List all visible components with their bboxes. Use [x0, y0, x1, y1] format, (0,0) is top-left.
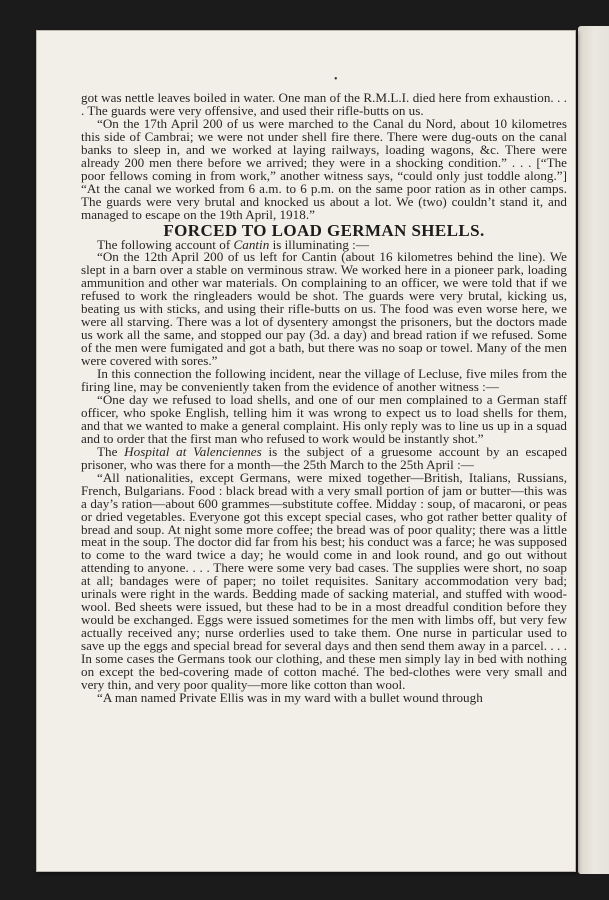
paragraph: “All nationalities, except Germans, were mixed together—British, Italians, Russians, French, Bulgarians. Food : black bread with a very small portion of jam or butter—this was a day’s ration—about 600 grammes—substitute coffee. Midday : soup, of macaroni, or peas or dried vegetables. Everyone got this except special cases, who got rather better quality of bread and soup. At night some more coffee; the bread was of poor quality; there was a little meat in the soup. The doctor did far from his best; his conduct was a farce; he was supposed to come to the ward twice a day; he would come in and look round, and go out without attending to anyone. . . . There were some very bad cases. The supplies were short, no soap at all; bandages were of paper; no toilet requisites. Sanitary accommodation very bad; urinals were right in the wards. Bedding made of sacking material, and stuffed with wood-wool. Bed sheets were issued, but these had to be in a most dreadful condition before they would be exchanged. Eggs were issued sometimes for the men with limbs off, but very few actually received any; nurse orderlies used to take them. One nurse in particular used to save up the eggs and special bread for several days and then send them away in a parcel. . . . In some cases the Germans took our clothing, and these men simply lay in bed with nothing on except the bed-covering made of cotton maché. The bed-clothes were very small and very thin, and very poor quality—more like cotton than wool. [81, 469, 567, 692]
paragraph: “On the 17th April 200 of us were marched to the Canal du Nord, about 10 kilometres this side of Cambrai; we were not under shell fire there. There were dug-outs on the canal banks to sleep in, and we worked at laying railways, loading wagons, &c. There were already 200 men there before we arrived; they were in a shocking condition.” . . . [“The poor fellows coming in from work,” another witness says, “could only just toddle along.”] “At the canal we worked from 6 a.m. to 6 p.m. on the same poor ration as in other camps. The guards were very brutal and knocked us about a lot. We (two) couldn’t stand it, and managed to escape on the 19th April, 1918.” [81, 115, 567, 222]
body-text [81, 92, 567, 705]
section-heading: FORCED TO LOAD GERMAN SHELLS. [163, 220, 485, 240]
paragraph: “One day we refused to load shells, and one of our men complained to a German staff officer, who spoke English, telling him it was wrong to expect us to load shells for them, and that we wanted to make a general complaint. His only reply was to line us up in a squad and to order that the first man who refused to work would be instantly shot.” [81, 391, 567, 446]
page-mark: • [334, 74, 338, 85]
adjacent-page-edge [578, 26, 609, 874]
text-run: The following account of [97, 236, 234, 252]
paragraph: got was nettle leaves boiled in water. One man of the R.M.L.I. died here from exhaustion. . . . The guards were very offensive, and used their rifle-butts on us. [81, 90, 567, 118]
text-run: The [97, 443, 125, 459]
paragraph: “On the 12th April 200 of us left for Cantin (about 16 kilometres behind the line). We slept in a barn over a stable on verminous straw. We worked here in a pioneer park, loading ammunition and other war materials. On complaining to an officer, we were told that if we refused to work the ringleaders would be shot. The guards were very brutal, kicking us, beating us with sticks, and using their rifle-butts on us. The food was even worse here, we were all starving. There was a lot of dysentery amongst the prisoners, but the doctors made us work all the same, and stopped our pay (3d. a day) and bread ration if we refused. Some of the men were fumigated and got a bath, but there was no soap or towel. Many of the men were covered with sores.” [81, 249, 567, 369]
paragraph-hospital [81, 443, 568, 472]
text-run: is the subject of a gruesome account by an escaped prisoner, who was there for a month—the 25th March to the 25th April :— [81, 443, 568, 472]
document-page [36, 30, 576, 872]
paragraph: In this connection the following incident, near the village of Lecluse, five miles from the firing line, may be conveniently taken from the evidence of another witness :— [81, 366, 567, 395]
text-run: is illuminating :— [269, 236, 369, 252]
place-name: Hospital at Valenciennes [124, 443, 262, 459]
place-name: Cantin [233, 236, 270, 252]
paragraph: “A man named Private Ellis was in my ward with a bullet wound through [97, 689, 483, 705]
